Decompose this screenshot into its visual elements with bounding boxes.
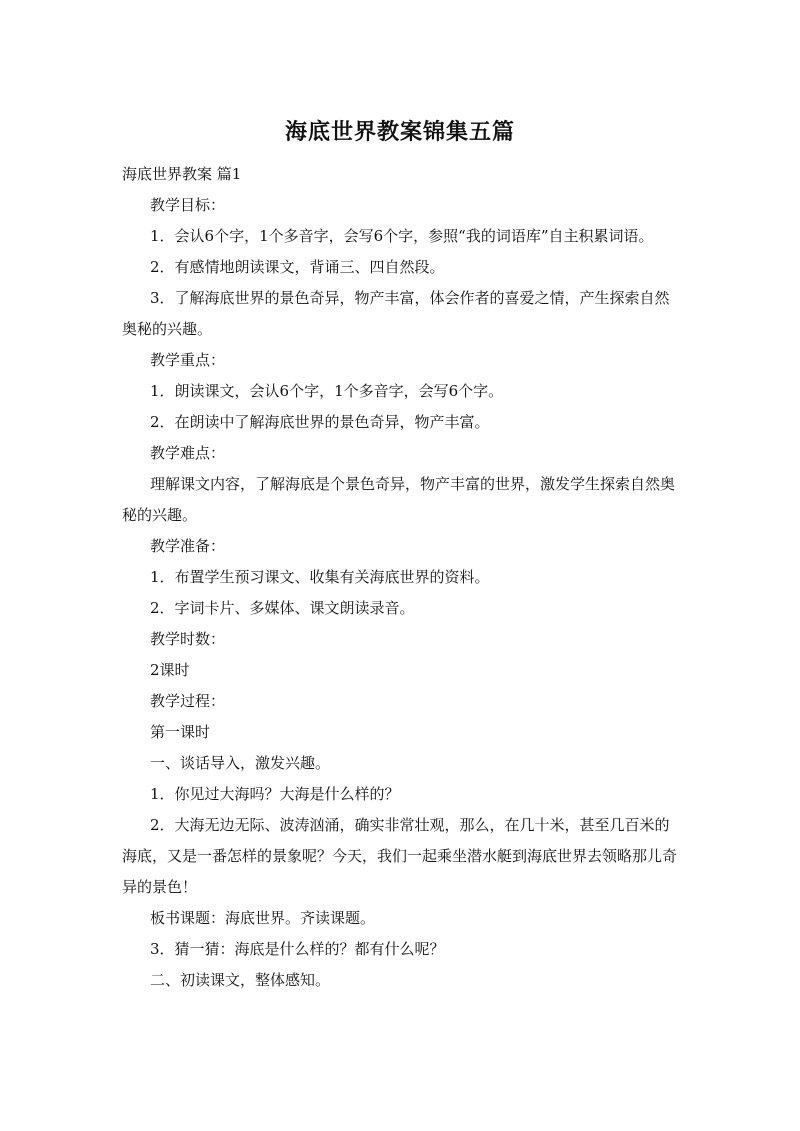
paragraph: 1．朗读课文，会认6个字，1个多音字，会写6个字。 xyxy=(150,382,504,400)
paragraph: 3．了解海底世界的景色奇异，物产丰富，体会作者的喜爱之情，产生探索自然奥秘的兴趣。 xyxy=(122,289,670,338)
paragraph: 2．在朗读中了解海底世界的景色奇异，物产丰富。 xyxy=(150,413,490,431)
paragraph: 2．大海无边无际、波涛汹涌，确实非常壮观，那么，在几十米，甚至几百米的海底，又是一番怎样的景象呢？今天，我们一起乘坐潜水艇到海底世界去领略那儿奇异的景色！ xyxy=(122,816,678,896)
paragraph: 3．猜一猜：海底是什么样的？都有什么呢？ xyxy=(150,940,445,958)
paragraph: 教学准备： xyxy=(150,537,226,555)
paragraph: 2．字词卡片、多媒体、课文朗读录音。 xyxy=(150,599,415,617)
paragraph: 板书课题：海底世界。齐读课题。 xyxy=(150,909,376,927)
paragraph: 1．布置学生预习课文、收集有关海底世界的资料。 xyxy=(150,568,490,586)
paragraph: 第一课时 xyxy=(150,723,211,741)
paragraph: 二、初读课文，整体感知。 xyxy=(150,971,331,989)
paragraph: 2．有感情地朗读课文，背诵三、四自然段。 xyxy=(150,258,445,276)
paragraph: 1．会认6个字，1个多音字，会写6个字，参照“我的词语库”自主积累词语。 xyxy=(150,227,654,245)
paragraph: 教学时数： xyxy=(150,630,226,648)
paragraph: 2课时 xyxy=(150,661,190,679)
paragraph: 教学难点： xyxy=(150,444,226,462)
paragraph: 1．你见过大海吗？大海是什么样的？ xyxy=(150,785,400,803)
paragraph: 理解课文内容，了解海底是个景色奇异，物产丰富的世界，激发学生探索自然奥秘的兴趣。 xyxy=(122,475,676,524)
paragraph: 一、谈话导入，激发兴趣。 xyxy=(150,754,331,772)
paragraph: 教学过程： xyxy=(150,692,226,710)
section-heading: 海底世界教案 篇1 xyxy=(122,165,242,183)
document-body xyxy=(122,159,682,996)
paragraph: 教学重点： xyxy=(150,351,226,369)
document-title: 海底世界教案锦集五篇 xyxy=(284,120,515,145)
paragraph: 教学目标： xyxy=(150,196,226,214)
